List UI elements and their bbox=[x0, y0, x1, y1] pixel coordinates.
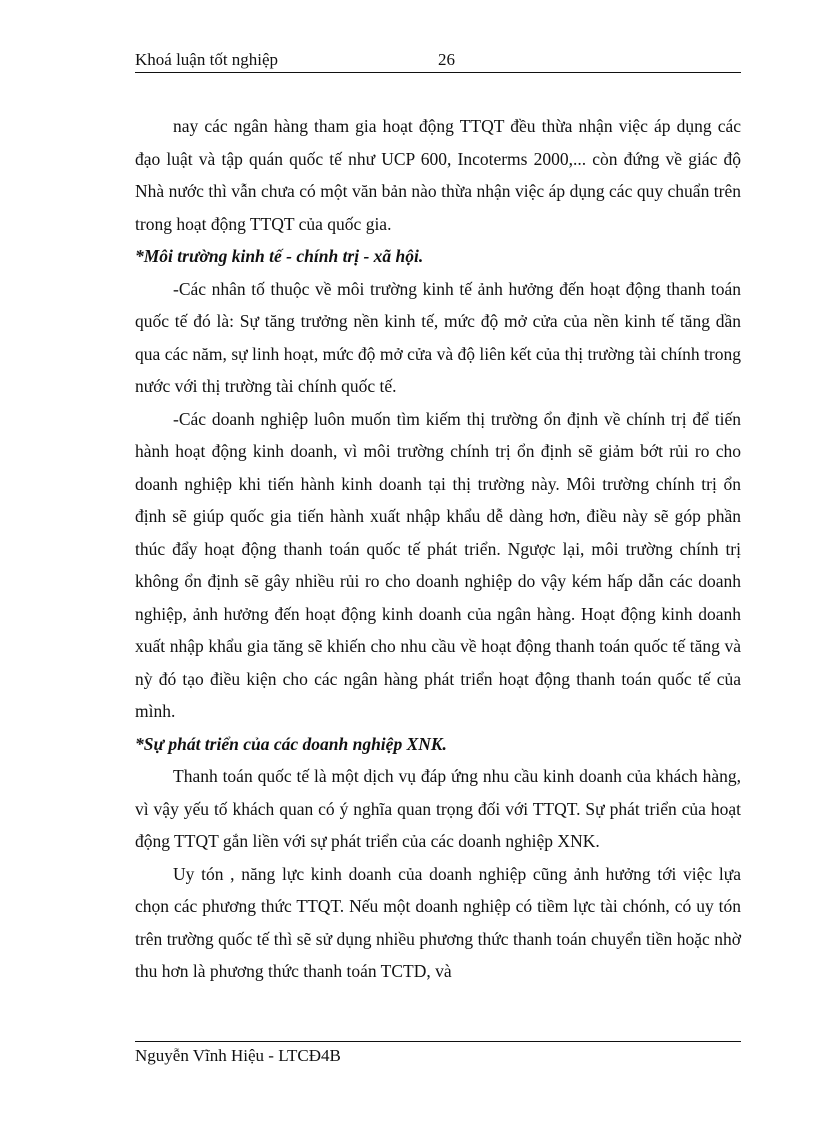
paragraph: -Các doanh nghiệp luôn muốn tìm kiếm thị trường ổn định về chính trị để tiến hành hoạt động kinh doanh, vì môi trường chính trị ổn định sẽ giảm bớt rủi ro cho doanh nghiệp khi tiến hành kinh doanh tại thị trường này. Môi trường chính trị ổn định sẽ giúp quốc gia tiến hành xuất nhập khẩu dễ dàng hơn, điều này sẽ góp phần thúc đẩy hoạt động thanh toán quốc tế phát triển. Ngược lại, môi trường chính trị không ổn định sẽ gây nhiều rủi ro cho doanh nghiệp do vậy kém hấp dẫn các doanh nghiệp, ảnh hưởng đến hoạt động kinh doanh của ngân hàng. Hoạt động kinh doanh xuất nhập khẩu gia tăng sẽ khiến cho nhu cầu về hoạt động thanh toán quốc tế tăng và nỳ đó tạo điều kiện cho các ngân hàng phát triển hoạt động thanh toán quốc tế của mình. bbox=[135, 408, 741, 721]
paragraph: nay các ngân hàng tham gia hoạt động TTQT đều thừa nhận việc áp dụng các đạo luật và tập quán quốc tế như UCP 600, Incoterms 2000,... còn đứng về giác độ Nhà nước thì vẫn chưa có một văn bản nào thừa nhận việc áp dụng các quy chuẩn trên trong hoạt động TTQT của quốc gia. bbox=[135, 116, 741, 234]
footer-divider bbox=[135, 1041, 741, 1042]
section-heading-enterprises: *Sự phát triển của các doanh nghiệp XNK. bbox=[135, 733, 447, 754]
paragraph: Thanh toán quốc tế là một dịch vụ đáp ứng nhu cầu kinh doanh của khách hàng, vì vậy yếu tố khách quan có ý nghĩa quan trọng đối với TTQT. Sự phát triển của hoạt động TTQT gắn liền với sự phát triển của các doanh nghiệp XNK. bbox=[135, 766, 741, 851]
footer-author: Nguyễn Vĩnh Hiệu - LTCĐ4B bbox=[135, 1046, 341, 1065]
section-heading-environment: *Môi trường kinh tế - chính trị - xã hội. bbox=[135, 246, 424, 266]
document-title: Khoá luận tốt nghiệp bbox=[135, 50, 279, 69]
page-header bbox=[135, 50, 741, 72]
paragraph: -Các nhân tố thuộc về môi trường kinh tế ảnh hưởng đến hoạt động thanh toán quốc tế đó là: Sự tăng trưởng nền kinh tế, mức độ mở cửa của nền kinh tế tăng dần qua các năm, sự linh hoạt, mức độ mở cửa và độ liên kết của thị trường tài chính trong nước với thị trường tài chính quốc tế. bbox=[135, 278, 741, 396]
paragraph: Uy tón , năng lực kinh doanh của doanh nghiệp cũng ảnh hưởng tới việc lựa chọn các phương thức TTQT. Nếu một doanh nghiệp có tiềm lực tài chónh, có uy tón trên trường quốc tế thì sẽ sử dụng nhiều phương thức thanh toán chuyển tiền hoặc nhờ thu hơn là phương thức thanh toán TCTD, và bbox=[135, 863, 741, 981]
body-text bbox=[135, 110, 741, 988]
page-number: 26 bbox=[438, 50, 455, 69]
header-divider bbox=[135, 72, 741, 73]
